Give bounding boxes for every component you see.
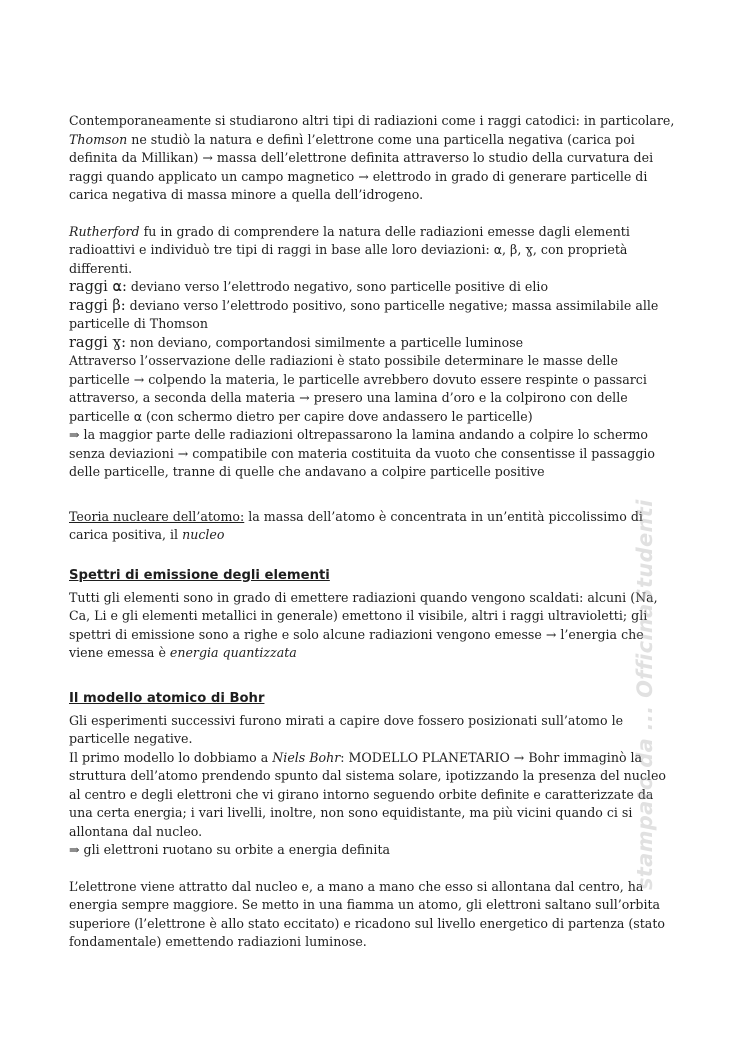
paragraph-gold-foil: Attraverso l’osservazione delle radiazioni è stato possibile determinare le masse delle particelle → colpendo la materia, le particelle avrebbero dovuto essere respinte o passarci attraverso, a seconda della materia → presero una lamina d’oro e la colpirono con delle particelle ⍺ (con schermo dietro per capire dove andassero le particelle) — [69, 353, 647, 424]
paragraph-excitation: L’elettrone viene attratto dal nucleo e, a mano a mano che esso si allontana dal centro, ha energia sempre maggiore. Se metto in una fiamma un atomo, gli elettroni saltano sull’orbita superiore (l’elettrone è allo stato eccitato) e ricadono sul livello energetico di partenza (stato fondamentale) emettendo radiazioni luminose. — [69, 878, 665, 949]
text: Tutti gli elementi sono in grado di emettere radiazioni quando vengono scaldati: alcuni (Na, Ca, Li e gli elementi metallici in generale) emettono il visibile, altri i raggi ultravioletti; gli spettri di emissione sono a righe e solo alcune radiazioni vengono emesse → l’energia che viene emessa è — [69, 589, 658, 660]
ray-label: raggi ɣ: — [69, 334, 126, 351]
paragraph-conclusion: ⇒ la maggior parte delle radiazioni oltrepassarono la lamina andando a colpire lo schermo senza deviazioni → compatibile con materia costituita da vuoto che consentisse il passaggio delle particelle, tranne di quelle che andavano a colpire particelle positive — [69, 427, 656, 479]
section-heading-spectra: Spettri di emissione degli elementi — [69, 567, 330, 583]
ray-text: deviano verso l’elettrodo negativo, sono particelle positive di elio — [126, 279, 549, 294]
thomson-name: Thomson — [69, 131, 128, 147]
ray-gamma — [69, 334, 681, 353]
text: Contemporaneamente si studiarono altri tipi di radiazioni come i raggi catodici: in particolare, — [69, 113, 675, 128]
watermark: stampato da ... OfficinaStudenti — [633, 499, 657, 890]
ray-text: non deviano, comportandosi similmente a particelle luminose — [125, 334, 524, 350]
text: ne studiò la natura e definì l’elettrone come una particella negativa (carica poi definita da Millikan) → massa dell’elettrone definita attraverso lo studio della curvatura dei raggi quando applicato un campo magnetico → elettrodo in grado di generare particelle di carica negativa di massa minore a quella dell’idrogeno. — [69, 131, 654, 202]
ray-alpha — [69, 278, 681, 297]
ray-label: raggi ⍺: — [69, 279, 127, 295]
rutherford-name: Rutherford — [69, 223, 140, 239]
text: Il primo modello lo dobbiamo a — [69, 749, 273, 765]
bohr-name: Niels Bohr — [272, 749, 341, 765]
text: la massa dell’atomo è concentrata in un’entità piccolissimo di carica positiva, il — [69, 508, 643, 542]
energia-quantizzata-term: energia quantizzata — [169, 645, 297, 660]
paragraph-bohr-intro: Gli esperimenti successivi furono mirati a capire dove fossero posizionati sull’atomo le particelle negative. — [69, 712, 624, 746]
ray-beta — [69, 297, 681, 334]
paragraph-thomson — [69, 112, 681, 205]
section-heading-bohr: Il modello atomico di Bohr — [69, 690, 265, 706]
ray-text: deviano verso l’elettrodo positivo, sono particelle negative; massa assimilabile alle particelle di Thomson — [69, 297, 659, 331]
paragraph-rutherford — [69, 223, 681, 279]
ray-label: raggi β: — [69, 297, 126, 314]
paragraph-bohr-conclusion: ⇒ gli elettroni ruotano su orbite a energia definita — [69, 842, 391, 857]
nuclear-theory-title: Teoria nucleare dell’atomo: — [69, 508, 245, 524]
document-body — [69, 112, 681, 952]
paragraph-spectra — [69, 589, 681, 663]
paragraph-bohr-model — [69, 749, 681, 842]
text: fu in grado di comprendere la natura delle radiazioni emesse dagli elementi radioattivi e individuò tre tipi di raggi in base alle loro deviazioni: ⍺, β, ɣ, con proprietà differenti. — [69, 223, 630, 276]
nucleo-term: nucleo — [182, 527, 225, 542]
text: : MODELLO PLANETARIO → Bohr immaginò la struttura dell’atomo prendendo spunto dal sistema solare, ipotizzando la presenza del nucleo al centro e degli elettroni che vi girano intorno seguendo orbite definite e caratterizzate da una certa energia; i vari livelli, inoltre, non sono equidistante, ma più vicini quando ci si allontana dal nucleo. — [69, 749, 666, 839]
paragraph-nuclear-theory — [69, 508, 681, 545]
